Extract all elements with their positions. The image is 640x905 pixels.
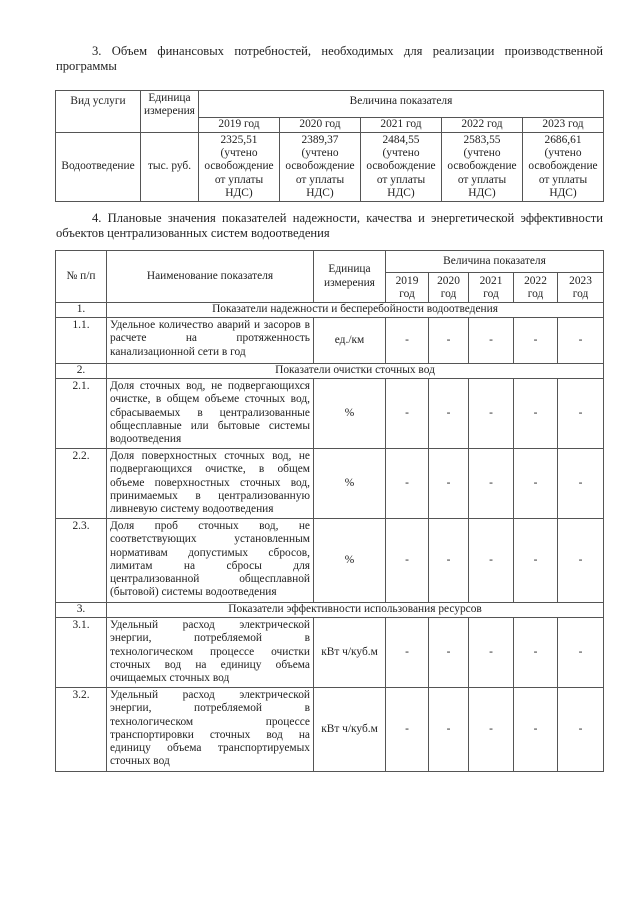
section-title: Показатели эффективности использования ресурсов <box>107 603 604 618</box>
service-cell: Водоотведение <box>56 133 141 202</box>
row-num: 2.2. <box>56 449 107 519</box>
value-cell: 2484,55 (учтено освобождение от уплаты НДС) <box>361 133 442 202</box>
indicator-name: Удельное количество аварий и засоров в расчете на протяженность канализационной сети в год <box>107 318 314 364</box>
value-cell: - <box>514 618 558 688</box>
indicator-name: Доля поверхностных сточных вод, не подвергающихся очистке, в общем объеме поверхностных сточных вод, принимаемых в централизованную ливневую систему водоотведения <box>107 449 314 519</box>
header-year: 2020 год <box>429 273 469 303</box>
value-cell: - <box>386 688 429 772</box>
unit-cell: % <box>314 379 386 449</box>
section-num: 2. <box>56 364 107 379</box>
value-cell: 2686,61 (учтено освобождение от уплаты НДС) <box>523 133 604 202</box>
section4-heading: 4. Плановые значения показателей надежности, качества и энергетической эффективности объектов централизованных систем водоотведения <box>56 211 603 240</box>
section-num: 3. <box>56 603 107 618</box>
section-num: 1. <box>56 303 107 318</box>
section-title: Показатели надежности и бесперебойности водоотведения <box>107 303 604 318</box>
unit-cell: ед./км <box>314 318 386 364</box>
row-num: 2.3. <box>56 519 107 603</box>
value-cell: - <box>469 618 514 688</box>
indicator-name: Удельный расход электрической энергии, потребляемой в технологическом процессе очистки сточных вод на единицу объема очищаемых сточных вод <box>107 618 314 688</box>
header-num: № п/п <box>56 251 107 303</box>
row-num: 3.1. <box>56 618 107 688</box>
section3-heading: 3. Объем финансовых потребностей, необходимых для реализации производственной программы <box>56 44 603 73</box>
header-name: Наименование показателя <box>107 251 314 303</box>
header-year: 2019 год <box>199 118 280 133</box>
indicator-name: Удельный расход электрической энергии, потребляемой в технологическом процессе транспортировки сточных вод на единицу объема транспортируемых сточных вод <box>107 688 314 772</box>
value-cell: - <box>469 688 514 772</box>
value-cell: - <box>429 688 469 772</box>
row-num: 1.1. <box>56 318 107 364</box>
table-row <box>56 618 604 688</box>
table-row <box>56 688 604 772</box>
unit-cell: кВт ч/куб.м <box>314 618 386 688</box>
unit-cell: % <box>314 519 386 603</box>
financial-needs-table <box>55 90 604 202</box>
value-cell: - <box>469 519 514 603</box>
value-cell: - <box>386 449 429 519</box>
value-cell: - <box>514 519 558 603</box>
header-unit: Единица измерения <box>314 251 386 303</box>
value-cell: - <box>514 379 558 449</box>
value-cell: - <box>429 379 469 449</box>
value-cell: - <box>558 688 604 772</box>
header-unit: Единица измерения <box>141 91 199 133</box>
value-cell: - <box>469 318 514 364</box>
table-row <box>56 519 604 603</box>
unit-cell: % <box>314 449 386 519</box>
value-cell: - <box>469 379 514 449</box>
header-year: 2021 год <box>469 273 514 303</box>
value-cell: - <box>386 618 429 688</box>
header-year: 2022 год <box>514 273 558 303</box>
value-cell: 2583,55 (учтено освобождение от уплаты НДС) <box>442 133 523 202</box>
unit-cell: кВт ч/куб.м <box>314 688 386 772</box>
table-row <box>56 133 604 202</box>
indicators-table <box>55 250 604 772</box>
row-num: 3.2. <box>56 688 107 772</box>
header-year: 2019 год <box>386 273 429 303</box>
header-value: Величина показателя <box>199 91 604 118</box>
indicator-name: Доля сточных вод, не подвергающихся очистке, в общем объеме сточных вод, сбрасываемых в централизованные общесплавные или бытовые системы водоотведения <box>107 379 314 449</box>
value-cell: - <box>558 318 604 364</box>
value-cell: - <box>558 519 604 603</box>
value-cell: - <box>514 318 558 364</box>
value-cell: - <box>429 618 469 688</box>
section-row <box>56 303 604 318</box>
table-row <box>56 449 604 519</box>
header-year: 2022 год <box>442 118 523 133</box>
unit-cell: тыс. руб. <box>141 133 199 202</box>
value-cell: - <box>558 618 604 688</box>
value-cell: - <box>429 519 469 603</box>
header-year: 2023 год <box>523 118 604 133</box>
value-cell: - <box>558 379 604 449</box>
value-cell: 2325,51 (учтено освобождение от уплаты НДС) <box>199 133 280 202</box>
value-cell: - <box>386 318 429 364</box>
section-row <box>56 603 604 618</box>
indicator-name: Доля проб сточных вод, не соответствующих установленным нормативам допустимых сбросов, лимитам на сбросы для централизованной общесплавной (бытовой) системы водоотведения <box>107 519 314 603</box>
value-cell: - <box>558 449 604 519</box>
value-cell: - <box>514 449 558 519</box>
section-title: Показатели очистки сточных вод <box>107 364 604 379</box>
header-year: 2021 год <box>361 118 442 133</box>
table-row <box>56 379 604 449</box>
header-year: 2020 год <box>280 118 361 133</box>
value-cell: - <box>514 688 558 772</box>
header-year: 2023 год <box>558 273 604 303</box>
header-value: Величина показателя <box>386 251 604 273</box>
row-num: 2.1. <box>56 379 107 449</box>
value-cell: - <box>469 449 514 519</box>
value-cell: - <box>429 318 469 364</box>
value-cell: - <box>386 379 429 449</box>
header-service: Вид услуги <box>56 91 141 133</box>
value-cell: - <box>429 449 469 519</box>
value-cell: - <box>386 519 429 603</box>
section-row <box>56 364 604 379</box>
value-cell: 2389,37 (учтено освобождение от уплаты НДС) <box>280 133 361 202</box>
table-row <box>56 318 604 364</box>
